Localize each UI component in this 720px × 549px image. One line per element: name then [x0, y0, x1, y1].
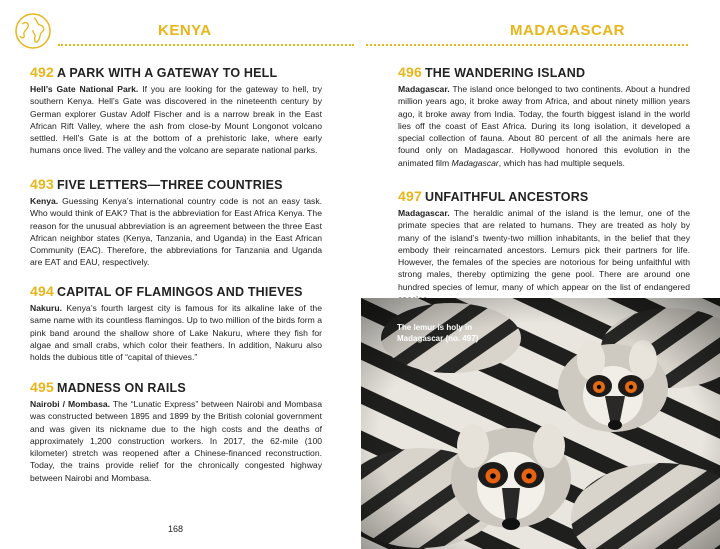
entry-lead: Madagascar.: [398, 84, 450, 94]
entry-heading: A PARK WITH A GATEWAY TO HELL: [56, 66, 278, 80]
entry-number: 497: [398, 188, 422, 204]
entry-text-end: , which has had multiple sequels.: [498, 157, 625, 168]
entry-492: [30, 64, 322, 157]
entry-title: [30, 379, 322, 396]
entry-title: [30, 283, 322, 300]
photo-caption: The lemur is holy in Madagascar (no. 497): [397, 323, 479, 343]
entry-heading: FIVE LETTERS—THREE COUNTRIES: [56, 178, 283, 192]
entry-text: Kenya’s fourth largest city is famous for its alkaline lake of the same name with its countless flamingos. Up to two million of the birds form a pink band around the shallow shore of Lake Nakuru, where they fish for algae and small crabs, which color their feathers. In addition, Nakuru also holds the dubious title of “capital of thieves.”: [30, 303, 322, 363]
entry-496: [398, 64, 690, 169]
entry-text: If you are looking for the gateway to hell, try southern Kenya. Hell’s Gate was discovered in the nineteenth century by German explorer Gustav Adolf Fischer and is a narrow break in the East African Rift Valley, where the ash from close-by Mount Longonot volcano settled. Hell’s Gate is at the bottom of a prehistoric lake, where early humans once lived. The valley and the volcano are separate national parks.: [30, 84, 322, 156]
entry-heading: MADNESS ON RAILS: [56, 381, 186, 395]
entry-title: [398, 64, 690, 81]
left-header-divider: [58, 44, 354, 46]
film-title: Madagascar: [451, 157, 499, 168]
entry-heading: THE WANDERING ISLAND: [424, 66, 586, 80]
entry-text: The “Lunatic Express” between Nairobi and Mombasa was constructed between 1895 and 1899 by the British colonial government and was given its nickname due to the high costs and the deaths of approximately 1,200 construction workers. In 2017, the 62-mile (100 kilometer) stretch was reopened after a Chinese-financed reconstruction. Today, the trains provide relief for the chronically congested highway between Nairobi and Mombasa.: [30, 399, 322, 483]
globe-icon: [14, 12, 52, 50]
entry-heading: CAPITAL OF FLAMINGOS AND THIEVES: [56, 285, 303, 299]
entry-text: The island once belonged to two continents. About a hundred million years ago, it broke away from Africa, and about ninety million years ago, it broke away from India. Today, the fourth biggest island in the world lies off the coast of East Africa. During its long isolation, it developed a special collection of fauna. About 80 percent of all the animals here are found only on Madagascar. Hollywood honored this evolution in the animated film: [398, 84, 690, 168]
entry-body: [398, 207, 690, 305]
entry-body: [30, 83, 322, 157]
entry-title: [30, 64, 322, 81]
entry-text: Guessing Kenya’s international country code is not an easy task. Who would think of EAK? That is the abbreviation for East Africa Kenya. The reason for the unusual abbreviation is an agreement between the three East African neighbor states (Kenya, Tanzania, and Uganda) in the East African Community (EAC). Therefore, the abbreviations for Tanzania and Uganda are EAT and EAU, respectively.: [30, 196, 322, 268]
entry-title: [30, 176, 322, 193]
entry-number: 492: [30, 64, 54, 80]
entry-lead: Nairobi / Mombasa.: [30, 399, 111, 409]
entry-body: [30, 195, 322, 269]
entry-number: 496: [398, 64, 422, 80]
entry-497: [398, 188, 690, 305]
right-page-header: MADAGASCAR: [510, 22, 625, 39]
entry-lead: Madagascar.: [398, 208, 450, 218]
entry-493: [30, 176, 322, 269]
right-header-divider: [366, 44, 688, 46]
entry-lead: Kenya.: [30, 196, 59, 206]
entry-lead: Hell’s Gate National Park.: [30, 84, 139, 94]
entry-number: 495: [30, 379, 54, 395]
page-number: 168: [168, 524, 184, 534]
left-page-header: KENYA: [158, 22, 212, 39]
entry-body: [30, 302, 322, 363]
entry-494: [30, 283, 322, 363]
entry-number: 494: [30, 283, 54, 299]
entry-lead: Nakuru.: [30, 303, 62, 313]
entry-body: [30, 398, 322, 484]
entry-title: [398, 188, 690, 205]
entry-heading: UNFAITHFUL ANCESTORS: [424, 190, 589, 204]
entry-text: The heraldic animal of the island is the lemur, one of the primate species that are related to humans. They are treated as holy by many of the island’s twenty-two million inhabitants, in the belief that they embody their reincarnated ancestors. Lemurs pick their partners for life. However, the females of the species are notorious for being unfaithful with strong males, thereby optimizing the gene pool. There are around one hundred species of lemur, many of which appear on the list of endangered: [398, 208, 690, 292]
entry-495: [30, 379, 322, 484]
entry-body: [398, 83, 690, 169]
entry-number: 493: [30, 176, 54, 192]
